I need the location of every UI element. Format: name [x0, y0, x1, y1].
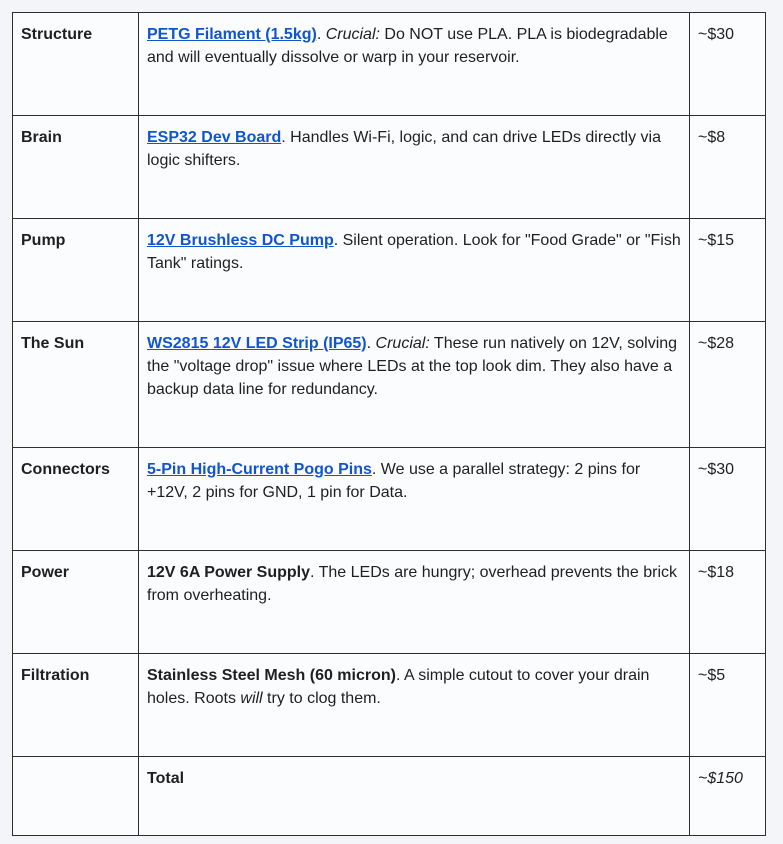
description-cell [139, 448, 690, 551]
item-link[interactable]: PETG Filament (1.5kg) [147, 26, 317, 43]
description-text: . Silent operation. Look for "Food Grade" or "Fish Tank" ratings. [147, 232, 681, 272]
table-row [13, 654, 766, 757]
parts-table [12, 12, 766, 836]
cost-cell: ~$18 [690, 551, 766, 654]
item-link[interactable]: 12V Brushless DC Pump [147, 232, 334, 249]
category-cell: Power [13, 551, 139, 654]
note-emphasis: Crucial: [375, 335, 430, 352]
category-cell: Pump [13, 219, 139, 322]
description-cell [139, 219, 690, 322]
item-link[interactable]: ESP32 Dev Board [147, 129, 282, 146]
description-cell [139, 551, 690, 654]
empty-cell [13, 757, 139, 836]
description-text: . A simple cutout to cover your drain holes. Roots [147, 667, 650, 707]
table-row [13, 448, 766, 551]
cost-cell: ~$30 [690, 13, 766, 116]
description-text: try to clog them. [262, 690, 381, 707]
item-name: Stainless Steel Mesh (60 micron) [147, 667, 396, 684]
total-label: Total [139, 757, 690, 836]
table-row [13, 551, 766, 654]
description-text: These run natively on 12V, solving the "voltage drop" issue where LEDs at the top look dim. They also have a backup data line for redundancy. [147, 335, 678, 398]
cost-cell: ~$30 [690, 448, 766, 551]
category-cell: Filtration [13, 654, 139, 757]
note-emphasis: Crucial: [325, 26, 380, 43]
cost-cell: ~$28 [690, 322, 766, 448]
table-row [13, 116, 766, 219]
period: . [366, 335, 376, 352]
period: . [316, 26, 326, 43]
item-link[interactable]: WS2815 12V LED Strip (IP65) [147, 335, 367, 352]
cost-cell: ~$15 [690, 219, 766, 322]
description-cell [139, 322, 690, 448]
table-row [13, 219, 766, 322]
table-row [13, 13, 766, 116]
description-cell [139, 116, 690, 219]
description-text: . We use a parallel strategy: 2 pins for +12V, 2 pins for GND, 1 pin for Data. [147, 461, 641, 501]
description-text: . Handles Wi-Fi, logic, and can drive LEDs directly via logic shifters. [147, 129, 661, 169]
item-name: 12V 6A Power Supply [147, 564, 311, 581]
category-cell: Connectors [13, 448, 139, 551]
total-row [13, 757, 766, 836]
category-cell: Structure [13, 13, 139, 116]
description-cell [139, 13, 690, 116]
total-cost: ~$150 [690, 757, 766, 836]
description-text: . The LEDs are hungry; overhead prevents the brick from overheating. [147, 564, 678, 604]
description-text: Do NOT use PLA. PLA is biodegradable and will eventually dissolve or warp in your reservoir. [147, 26, 668, 66]
item-link[interactable]: 5-Pin High-Current Pogo Pins [147, 461, 372, 478]
cost-cell: ~$8 [690, 116, 766, 219]
category-cell: The Sun [13, 322, 139, 448]
category-cell: Brain [13, 116, 139, 219]
description-cell [139, 654, 690, 757]
table-row [13, 322, 766, 448]
cost-cell: ~$5 [690, 654, 766, 757]
emphasis-text: will [240, 690, 263, 707]
